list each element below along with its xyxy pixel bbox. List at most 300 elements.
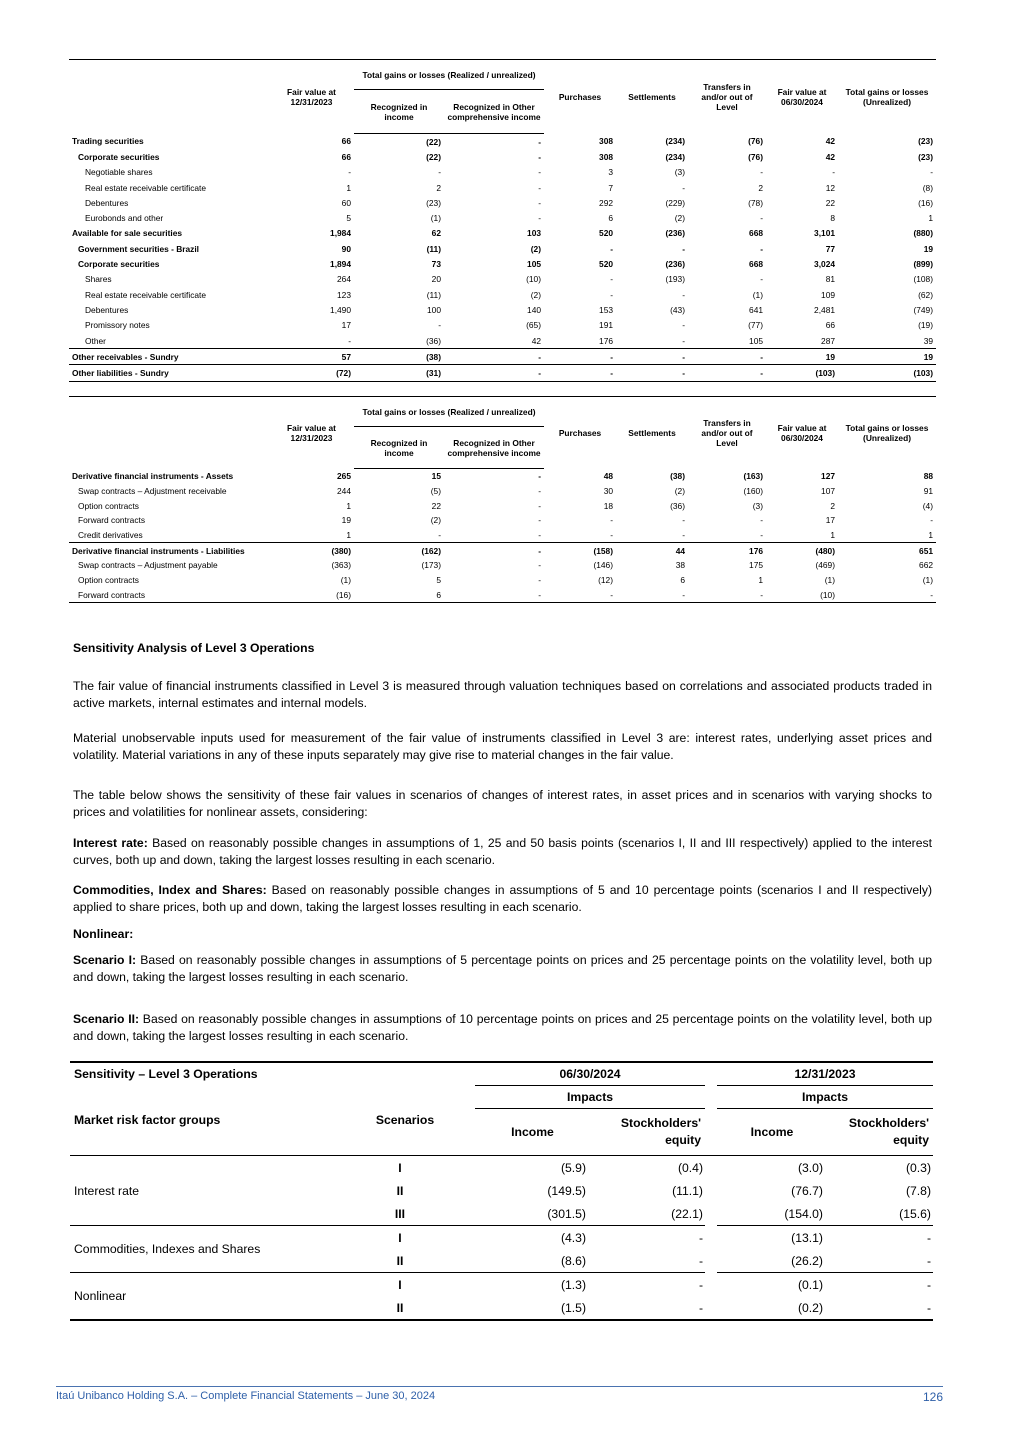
cell-value: -: [538, 182, 542, 193]
column-gap: [705, 1179, 717, 1202]
cell-value: 5: [436, 575, 441, 586]
cell-value: 44: [616, 543, 688, 558]
header-scenarios: Scenarios: [335, 1086, 475, 1156]
header-gap: [705, 1109, 717, 1156]
cell-value: 19: [923, 243, 934, 254]
cell-value: (12): [598, 575, 614, 586]
risk-factor-group: Interest rate: [74, 1183, 140, 1198]
row-label: Debentures: [85, 304, 129, 315]
cell-value: -: [348, 167, 351, 178]
impact-value: (154.0): [784, 1206, 823, 1221]
column-gap: [705, 1156, 717, 1180]
column-gap: [705, 1226, 717, 1250]
cell-value: -: [682, 530, 686, 541]
impact-value: -: [590, 1273, 705, 1297]
header-gap: [705, 1086, 717, 1109]
table-row: [69, 134, 936, 150]
cell-value: (749): [913, 304, 934, 315]
table-row: [69, 165, 936, 180]
cell-value: 66: [341, 151, 351, 162]
cell-value: -: [682, 335, 686, 346]
header-settlements: Settlements: [616, 60, 688, 134]
cell-value: 176: [599, 335, 614, 346]
cell-value: -: [682, 243, 686, 254]
cell-value: 3,101: [814, 228, 836, 239]
cell-value: 6: [608, 213, 614, 224]
cell-value: 105: [749, 335, 764, 346]
impact-value: (15.6): [899, 1206, 931, 1221]
cell-value: (163): [743, 471, 764, 482]
table-row: [69, 287, 936, 302]
row-label: Available for sale securities: [72, 228, 183, 239]
cell-value: -: [444, 349, 544, 365]
header-rec-income: Recognized in income: [354, 90, 444, 134]
paragraph-unobservable-inputs: Material unobservable inputs used for measurement of the fair value of instruments classified in Level 3 are: interest rates, underlying asset prices and volatility. Material variations in any of these inputs separately may give rise to material changes in the fair value.: [73, 731, 932, 762]
row-label: Other liabilities - Sundry: [69, 365, 269, 381]
cell-value: -: [610, 515, 614, 526]
row-label: Trading securities: [72, 136, 144, 147]
date-current: 06/30/2024: [475, 1062, 705, 1086]
header-blank: [69, 60, 269, 134]
cell-value: (146): [593, 560, 614, 571]
column-gap: [705, 1202, 717, 1226]
risk-factor-group: Commodities, Indexes and Shares: [70, 1226, 335, 1273]
impact-value: (22.1): [671, 1206, 703, 1221]
sensitivity-table: [70, 1061, 933, 1321]
header-fv-end: Fair value at 06/30/2024: [766, 397, 838, 469]
impact-value: (149.5): [547, 1183, 586, 1198]
table-row: [69, 558, 936, 573]
cell-value: (36): [426, 335, 441, 346]
footer-divider: [56, 1386, 943, 1387]
cell-value: (2): [674, 486, 686, 497]
cell-value: 7: [608, 182, 614, 193]
cell-value: 19: [766, 349, 838, 365]
cell-value: (3): [752, 500, 764, 511]
cell-value: 1,490: [330, 304, 351, 315]
row-label: Negotiable shares: [85, 167, 153, 178]
table-row: [69, 513, 936, 528]
cell-value: 520: [599, 259, 614, 270]
header-rec-oci: Recognized in Other comprehensive income: [444, 90, 544, 134]
paragraph-valuation: The fair value of financial instruments classified in Level 3 is measured through valuation techniques based on correlations and associated products traded in active markets, internal estimates and internal models.: [73, 679, 932, 710]
cell-value: 38: [675, 560, 686, 571]
cell-value: 19: [341, 515, 351, 526]
cell-value: 153: [599, 304, 614, 315]
cell-value: (162): [354, 543, 444, 558]
cell-value: (880): [913, 228, 934, 239]
cell-value: 73: [431, 259, 441, 270]
cell-value: 17: [825, 515, 836, 526]
cell-value: (11): [426, 243, 441, 254]
table-row: [69, 543, 936, 558]
cell-value: (22): [426, 136, 441, 147]
cell-value: 90: [341, 243, 351, 254]
impact-value: -: [827, 1226, 933, 1250]
cell-value: 42: [825, 151, 836, 162]
cell-value: 12: [825, 182, 836, 193]
cell-value: -: [538, 136, 542, 147]
cell-value: -: [610, 243, 614, 254]
paragraph-commodities: [73, 882, 932, 916]
cell-value: -: [348, 335, 351, 346]
cell-value: -: [760, 167, 764, 178]
impact-value: (0.3): [905, 1160, 931, 1175]
cell-value: (11): [426, 289, 441, 300]
header-impacts-current: Impacts: [475, 1086, 705, 1109]
table-row: [69, 365, 936, 381]
cell-value: 62: [431, 228, 441, 239]
impact-value: (0.2): [717, 1296, 827, 1320]
paragraph-label: Scenario I:: [73, 953, 137, 967]
table-row: [69, 469, 936, 484]
row-label: Swap contracts – Adjustment receivable: [78, 486, 227, 497]
cell-value: 287: [821, 335, 836, 346]
page-number: 126: [922, 1390, 943, 1404]
row-label: Corporate securities: [78, 151, 160, 162]
cell-value: 22: [431, 500, 441, 511]
impact-value: (1.5): [475, 1296, 590, 1320]
cell-value: (1): [752, 289, 764, 300]
row-label: Shares: [85, 274, 112, 285]
cell-value: -: [760, 243, 764, 254]
impact-value: -: [926, 1253, 931, 1268]
header-equity-current: Stockholders' equity: [590, 1109, 705, 1156]
table-row: [69, 149, 936, 164]
cell-value: (2): [430, 515, 441, 526]
level3-securities-table: [69, 59, 936, 382]
header-blank: [69, 397, 269, 469]
cell-value: 176: [688, 543, 766, 558]
cell-value: (22): [426, 151, 441, 162]
cell-value: 1,984: [330, 228, 351, 239]
header-total-unrealized: Total gains or losses (Unrealized): [838, 60, 936, 134]
cell-value: (469): [815, 560, 836, 571]
cell-value: 91: [923, 486, 934, 497]
cell-value: -: [538, 530, 542, 541]
scenario-label: II: [335, 1296, 475, 1320]
cell-value: -: [538, 486, 542, 497]
cell-value: 520: [599, 228, 614, 239]
cell-value: (229): [665, 197, 686, 208]
row-label: Derivative financial instruments - Assets: [72, 471, 234, 482]
impact-value: -: [827, 1296, 933, 1320]
cell-value: -: [930, 167, 934, 178]
impact-value: (26.2): [791, 1253, 823, 1268]
impact-value: (0.1): [717, 1273, 827, 1297]
impact-value: (3.0): [797, 1160, 823, 1175]
cell-value: 2: [436, 182, 441, 193]
header-gap: [705, 1062, 717, 1086]
cell-value: -: [682, 289, 686, 300]
cell-value: -: [544, 365, 616, 381]
cell-value: 88: [923, 471, 934, 482]
cell-value: 77: [825, 243, 836, 254]
column-gap: [705, 1296, 717, 1320]
cell-value: 265: [337, 471, 351, 482]
impact-value: (0.4): [677, 1160, 703, 1175]
paragraph-scenario-1: [73, 952, 932, 986]
cell-value: -: [688, 588, 766, 603]
cell-value: (2): [530, 289, 542, 300]
cell-value: 662: [919, 560, 934, 571]
cell-value: 641: [749, 304, 764, 315]
table-row: [69, 272, 936, 287]
cell-value: (2): [674, 213, 686, 224]
impact-value: (4.3): [475, 1226, 590, 1250]
cell-value: -: [538, 560, 542, 571]
row-label: Government securities - Brazil: [78, 243, 200, 254]
table-row: [69, 528, 936, 543]
cell-value: (1): [340, 575, 351, 586]
table-row: [69, 302, 936, 317]
cell-value: -: [760, 213, 764, 224]
cell-value: (480): [766, 543, 838, 558]
cell-value: -: [610, 530, 614, 541]
scenario-label: I: [335, 1273, 475, 1297]
impact-value: -: [590, 1296, 705, 1320]
cell-value: (5): [430, 486, 441, 497]
cell-value: (31): [354, 365, 444, 381]
row-label: Real estate receivable certificate: [85, 182, 207, 193]
cell-value: 105: [527, 259, 542, 270]
header-transfers: Transfers in and/or out of Level: [688, 397, 766, 469]
cell-value: 107: [821, 486, 836, 497]
cell-value: 66: [825, 320, 836, 331]
table-row: [69, 498, 936, 513]
cell-value: -: [538, 515, 542, 526]
paragraph-nonlinear-label: Nonlinear:: [73, 927, 134, 941]
cell-value: (36): [670, 500, 686, 511]
scenario-label: I: [398, 1160, 402, 1175]
cell-value: 103: [527, 228, 542, 239]
table-row: [69, 484, 936, 499]
cell-value: -: [444, 365, 544, 381]
cell-value: 6: [680, 575, 686, 586]
risk-factor-group: Nonlinear: [70, 1273, 335, 1321]
cell-value: (43): [670, 304, 686, 315]
cell-value: 1: [346, 500, 351, 511]
cell-value: 18: [603, 500, 614, 511]
cell-value: -: [544, 349, 616, 365]
cell-value: -: [930, 515, 934, 526]
cell-value: -: [760, 530, 764, 541]
cell-value: (1): [922, 575, 934, 586]
cell-value: (1): [824, 575, 836, 586]
row-label: Promissory notes: [85, 320, 150, 331]
impact-value: (76.7): [791, 1183, 823, 1198]
scenario-label: II: [396, 1183, 404, 1198]
paragraph-body: Based on reasonably possible changes in assumptions of 5 percentage points on prices and 25 percentage points on the volatility level, both up and down, taking the largest losses resulting in each scenario.: [73, 953, 932, 984]
cell-value: -: [444, 543, 544, 558]
cell-value: (19): [918, 320, 934, 331]
cell-value: 81: [825, 274, 836, 285]
paragraph-scenario-2: [73, 1011, 932, 1045]
row-label: Derivative financial instruments - Liabilities: [69, 543, 269, 558]
table-row: [69, 573, 936, 588]
paragraph-table-intro: The table below shows the sensitivity of these fair values in scenarios of changes of interest rates, in asset prices and in scenarios with varying shocks to prices and volatilities for nonlinear assets, considering:: [73, 788, 932, 819]
cell-value: 175: [749, 560, 764, 571]
row-label: Option contracts: [78, 500, 139, 511]
header-market-risk-groups: Market risk factor groups: [70, 1086, 335, 1156]
cell-value: 5: [346, 213, 351, 224]
cell-value: (108): [913, 274, 934, 285]
date-prior: 12/31/2023: [717, 1062, 933, 1086]
cell-value: 57: [269, 349, 354, 365]
cell-value: -: [838, 588, 936, 603]
cell-value: 3,024: [814, 259, 836, 270]
section-heading: Sensitivity Analysis of Level 3 Operations: [73, 641, 315, 655]
cell-value: (72): [269, 365, 354, 381]
sensitivity-title: Sensitivity – Level 3 Operations: [70, 1062, 475, 1086]
cell-value: 17: [341, 320, 351, 331]
header-rec-income: Recognized in income: [354, 427, 444, 469]
cell-value: -: [438, 167, 441, 178]
cell-value: 123: [337, 289, 351, 300]
cell-value: (4): [922, 500, 934, 511]
row-label: Corporate securities: [78, 259, 160, 270]
cell-value: 6: [354, 588, 444, 603]
impact-value: (7.8): [905, 1183, 931, 1198]
cell-value: (899): [913, 259, 934, 270]
cell-value: 668: [749, 228, 764, 239]
header-purchases: Purchases: [544, 397, 616, 469]
cell-value: -: [438, 320, 441, 331]
cell-value: 1: [830, 530, 836, 541]
header-purchases: Purchases: [544, 60, 616, 134]
cell-value: 60: [341, 197, 351, 208]
cell-value: (62): [918, 289, 934, 300]
cell-value: 48: [603, 471, 614, 482]
cell-value: 100: [427, 304, 441, 315]
cell-value: -: [616, 588, 688, 603]
header-fv-end: Fair value at 06/30/2024: [766, 60, 838, 134]
table-row: [70, 1226, 933, 1250]
scenario-label: III: [394, 1206, 406, 1221]
table-row: [69, 588, 936, 603]
impact-value: -: [590, 1226, 705, 1250]
table-row: [69, 318, 936, 333]
cell-value: 2,481: [814, 304, 836, 315]
cell-value: 308: [599, 151, 614, 162]
paragraph-body: Based on reasonably possible changes in assumptions of 10 percentage points on prices and 25 percentage points on the volatility level, both up and down, taking the largest losses resulting in each scenario.: [73, 1012, 932, 1043]
cell-value: -: [688, 349, 766, 365]
cell-value: (78): [748, 197, 764, 208]
cell-value: 22: [825, 197, 836, 208]
cell-value: 42: [825, 136, 836, 147]
cell-value: 42: [531, 335, 542, 346]
cell-value: (76): [748, 136, 764, 147]
impact-value: -: [827, 1273, 933, 1297]
cell-value: (23): [426, 197, 441, 208]
table-row: [69, 226, 936, 241]
scenario-label: II: [396, 1253, 404, 1268]
cell-value: -: [538, 151, 542, 162]
impact-value: (1.3): [475, 1273, 590, 1297]
cell-value: 8: [830, 213, 836, 224]
cell-value: (193): [665, 274, 686, 285]
row-label: Real estate receivable certificate: [85, 289, 207, 300]
cell-value: -: [832, 167, 836, 178]
cell-value: (16): [918, 197, 934, 208]
cell-value: -: [688, 365, 766, 381]
table-row: [69, 333, 936, 349]
cell-value: -: [538, 471, 542, 482]
cell-value: 264: [337, 274, 351, 285]
cell-value: -: [538, 213, 542, 224]
cell-value: 66: [341, 136, 351, 147]
cell-value: (65): [526, 320, 542, 331]
cell-value: -: [538, 500, 542, 511]
header-rec-oci: Recognized in Other comprehensive income: [444, 427, 544, 469]
row-label: Other: [85, 335, 106, 346]
cell-value: -: [682, 320, 686, 331]
cell-value: -: [610, 289, 614, 300]
paragraph-label: Interest rate:: [73, 836, 148, 850]
cell-value: 1: [758, 575, 764, 586]
paragraph-label: Scenario II:: [73, 1012, 140, 1026]
cell-value: 19: [838, 349, 936, 365]
cell-value: (363): [331, 560, 351, 571]
header-gains-group: Total gains or losses (Realized / unrealized): [354, 397, 544, 427]
cell-value: 308: [599, 136, 614, 147]
cell-value: -: [538, 575, 542, 586]
cell-value: 292: [599, 197, 614, 208]
cell-value: 1: [928, 213, 934, 224]
cell-value: 1: [346, 530, 351, 541]
cell-value: 39: [923, 335, 934, 346]
cell-value: 140: [527, 304, 542, 315]
impact-value: (301.5): [547, 1206, 586, 1221]
cell-value: -: [760, 274, 764, 285]
cell-value: -: [538, 167, 542, 178]
impact-value: -: [698, 1253, 703, 1268]
paragraph-body: Based on reasonably possible changes in assumptions of 1, 25 and 50 basis points (scenarios I, II and III respectively) applied to the interest curves, both up and down, taking the largest losses resulting in each scenario.: [73, 836, 932, 867]
cell-value: (10): [766, 588, 838, 603]
table-row: [69, 256, 936, 271]
cell-value: (236): [665, 259, 686, 270]
header-income-current: Income: [475, 1109, 590, 1156]
cell-value: 3: [608, 167, 614, 178]
cell-value: 15: [431, 471, 441, 482]
cell-value: (38): [354, 349, 444, 365]
cell-value: (10): [526, 274, 542, 285]
cell-value: 2: [758, 182, 764, 193]
header-settlements: Settlements: [616, 397, 688, 469]
cell-value: (38): [670, 471, 686, 482]
cell-value: (23): [918, 151, 934, 162]
cell-value: -: [616, 349, 688, 365]
header-impacts-prior: Impacts: [717, 1086, 933, 1109]
cell-value: -: [438, 530, 441, 541]
cell-value: (103): [766, 365, 838, 381]
cell-value: (77): [748, 320, 764, 331]
table-row: [69, 195, 936, 210]
cell-value: 2: [830, 500, 836, 511]
cell-value: (1): [430, 213, 441, 224]
cell-value: (380): [269, 543, 354, 558]
paragraph-interest-rate: [73, 835, 932, 869]
column-gap: [705, 1273, 717, 1297]
cell-value: -: [544, 588, 616, 603]
cell-value: (76): [748, 151, 764, 162]
impact-value: (13.1): [717, 1226, 827, 1250]
cell-value: 127: [821, 471, 836, 482]
cell-value: -: [610, 274, 614, 285]
row-label: Swap contracts – Adjustment payable: [78, 560, 218, 571]
cell-value: -: [616, 365, 688, 381]
cell-value: (23): [918, 136, 934, 147]
